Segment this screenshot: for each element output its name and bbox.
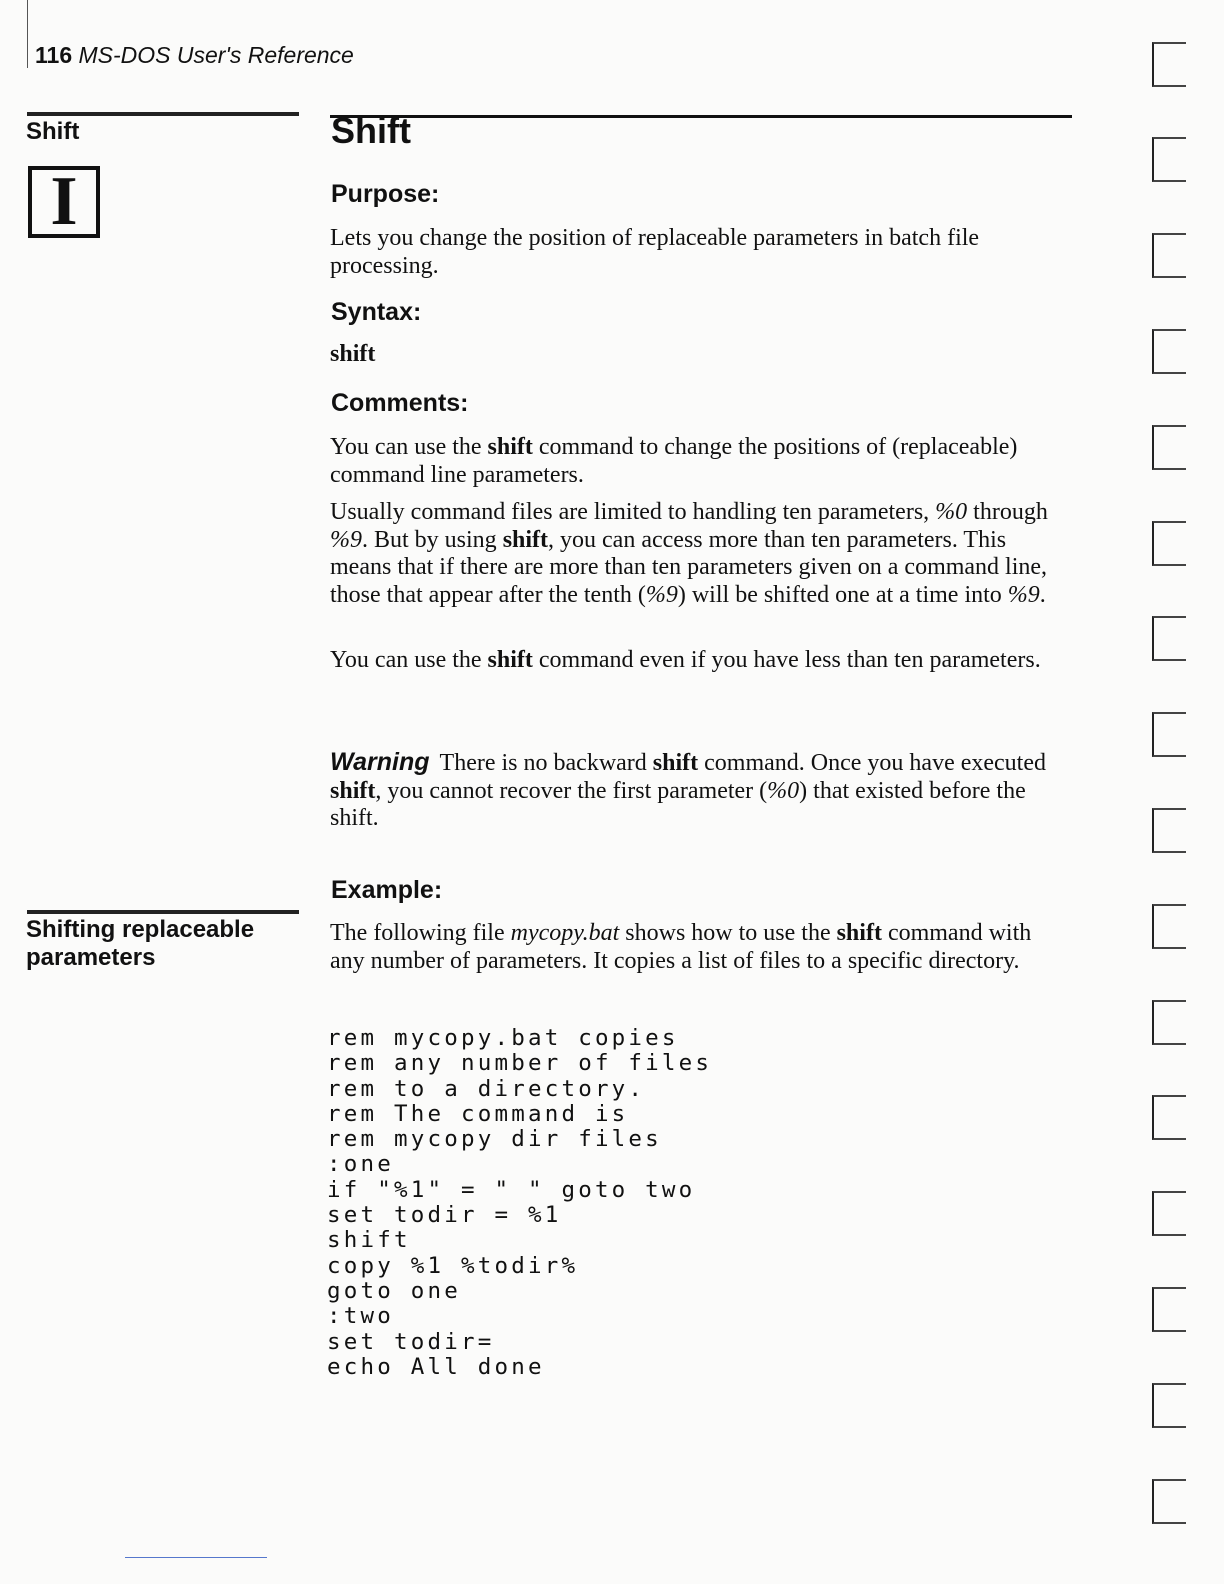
binder-tab-strip bbox=[1148, 40, 1188, 1540]
title-rule bbox=[330, 115, 1072, 118]
binder-tab bbox=[1152, 616, 1186, 661]
binder-tab bbox=[1152, 1191, 1186, 1236]
binder-tab bbox=[1152, 233, 1186, 278]
syntax-command: shift bbox=[330, 341, 376, 367]
comments-heading: Comments: bbox=[331, 389, 469, 417]
sidebar-rule-top bbox=[27, 112, 299, 116]
example-heading: Example: bbox=[331, 876, 443, 904]
binder-tab bbox=[1152, 1000, 1186, 1045]
comments-paragraph-3: You can use the shift command even if you have less than ten parameters. bbox=[330, 647, 1041, 673]
binder-tab bbox=[1152, 521, 1186, 566]
example-text: The following file mycopy.bat shows how to use the shift command with any number of parameters. It copies a list of files to a specific directory. bbox=[330, 920, 1032, 974]
binder-tab bbox=[1152, 1095, 1186, 1140]
binder-tab bbox=[1152, 712, 1186, 757]
binder-tab bbox=[1152, 808, 1186, 853]
comments-paragraph-2: Usually command files are limited to handling ten parameters, %0 through %9. But by using shift, you can access more than ten parameters. This means that if there are more than ten parameters given on a command line, those that appear after the tenth (%9) will be shifted one at a time into %9. bbox=[330, 499, 1048, 608]
margin-rule bbox=[27, 0, 28, 68]
binder-tab bbox=[1152, 329, 1186, 374]
section-marker-box bbox=[28, 163, 100, 240]
example-code-listing: rem mycopy.bat copies rem any number of files rem to a directory. rem The command is rem mycopy dir files :one if "%1" = " " goto two set todir = %1 shift copy %1 %todir% goto one :two set todir= echo All done bbox=[327, 1025, 713, 1380]
warning-note: Warning There is no backward shift command. Once you have executed shift, you cannot recover the first parameter (%0) that existed before the shift. bbox=[330, 748, 1046, 831]
purpose-heading: Purpose: bbox=[331, 180, 440, 208]
binder-tab bbox=[1152, 1383, 1186, 1428]
section-marker: I bbox=[50, 163, 78, 240]
binder-tab bbox=[1152, 1287, 1186, 1332]
sidebar-command-name: Shift bbox=[26, 118, 80, 145]
binder-tab bbox=[1152, 425, 1186, 470]
page-title: Shift bbox=[331, 110, 411, 151]
footer-rule bbox=[125, 1557, 267, 1558]
syntax-heading: Syntax: bbox=[331, 298, 422, 326]
warning-label: Warning bbox=[330, 748, 430, 776]
binder-tab bbox=[1152, 904, 1186, 949]
binder-tab bbox=[1152, 42, 1186, 87]
comments-paragraph-1: You can use the shift command to change the positions of (replaceable) command line parameters. bbox=[330, 434, 1018, 488]
page-number: 116 bbox=[35, 42, 73, 68]
binder-tab bbox=[1152, 1479, 1186, 1524]
sidebar-rule-example bbox=[27, 910, 299, 914]
binder-tab bbox=[1152, 137, 1186, 182]
running-header bbox=[35, 42, 354, 69]
book-title: MS-DOS User's Reference bbox=[78, 42, 354, 68]
sidebar-example-heading: Shifting replaceable parameters bbox=[26, 916, 255, 971]
purpose-text: Lets you change the position of replaceable parameters in batch file processing. bbox=[330, 225, 980, 279]
